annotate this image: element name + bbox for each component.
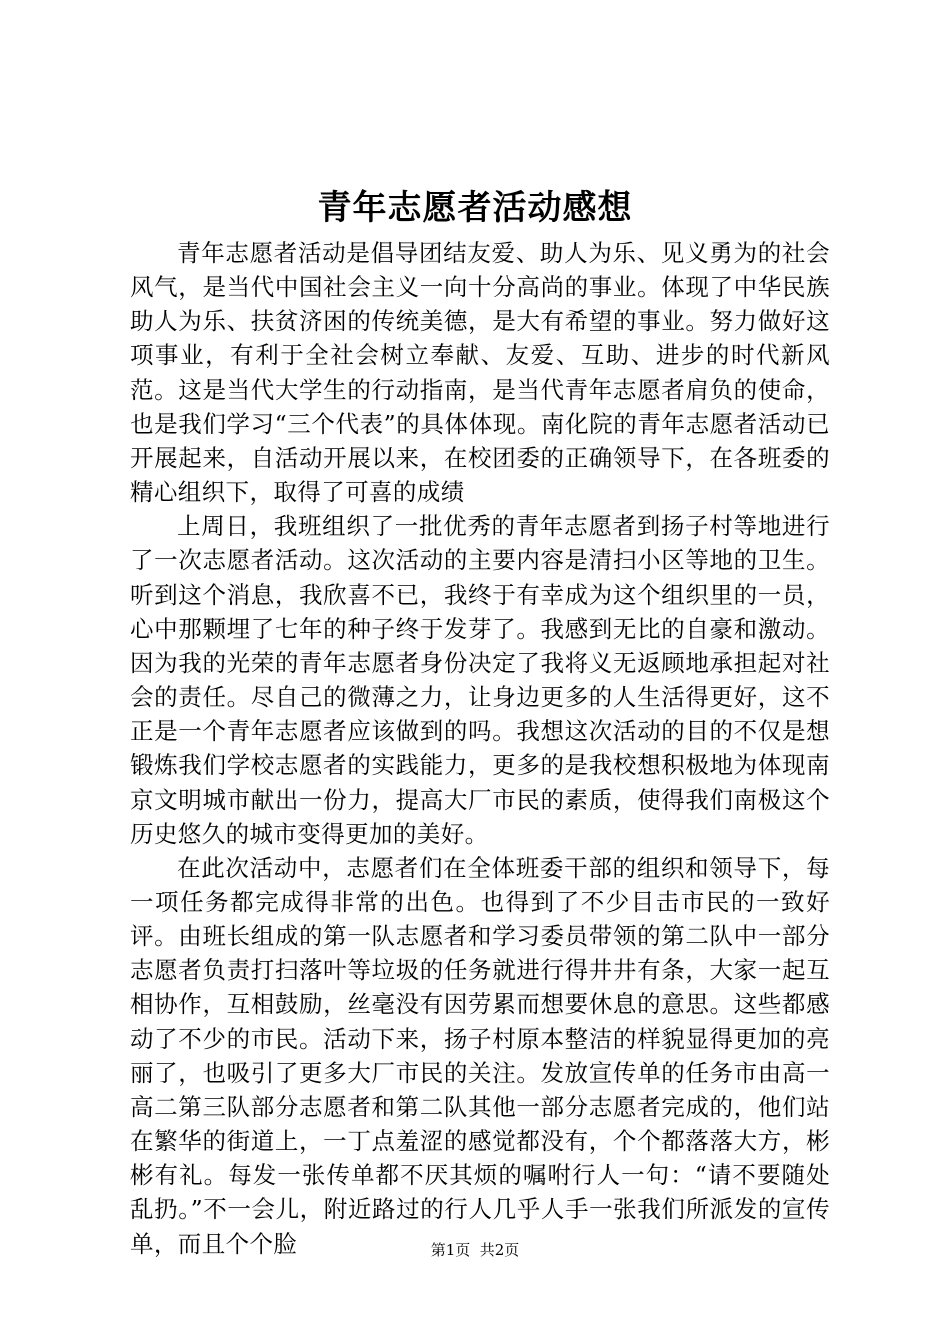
document-title: 青年志愿者活动感想	[317, 188, 633, 228]
paragraph-1: 青年志愿者活动是倡导团结友爱、助人为乐、见义勇为的社会风气，是当代中国社会主义一向十分高尚的事业。体现了中华民族助人为乐、扶贫济困的传统美德，是大有希望的事业。努力做好这项事业，有利于全社会树立奉献、友爱、互助、进步的时代新风范。这是当代大学生的行动指南，是当代青年志愿者肩负的使命，也是我们学习“三个代表”的具体体现。南化院的青年志愿者活动已开展起来，自活动开展以来，在校团委的正确领导下，在各班委的精心组织下，取得了可喜的成绩	[130, 239, 830, 507]
page-number-footer: 第1页 共2页	[430, 1241, 520, 1259]
document-body	[130, 236, 830, 1261]
paragraph-2: 上周日，我班组织了一批优秀的青年志愿者到扬子村等地进行了一次志愿者活动。这次活动的主要内容是清扫小区等地的卫生。听到这个消息，我欣喜不已，我终于有幸成为这个组织里的一员，心中那颗埋了七年的种子终于发芽了。我感到无比的自豪和激动。因为我的光荣的青年志愿者身份决定了我将义无返顾地承担起对社会的责任。尽自己的微薄之力，让身边更多的人生活得更好，这不正是一个青年志愿者应该做到的吗。我想这次活动的目的不仅是想锻炼我们学校志愿者的实践能力，更多的是我校想积极地为体现南京文明城市献出一份力，提高大厂市民的素质，使得我们南极这个历史悠久的城市变得更加的美好。	[130, 512, 830, 848]
paragraph-3: 在此次活动中，志愿者们在全体班委干部的组织和领导下，每一项任务都完成得非常的出色。也得到了不少目击市民的一致好评。由班长组成的第一队志愿者和学习委员带领的第二队中一部分志愿者负责打扫落叶等垃圾的任务就进行得井井有条，大家一起互相协作，互相鼓励，丝毫没有因劳累而想要休息的意思。这些都感动了不少的市民。活动下来，扬子村原本整洁的样貌显得更加的亮丽了，也吸引了更多大厂市民的关注。发放宣传单的任务市由高一高二第三队部分志愿者和第二队其他一部分志愿者完成的，他们站在繁华的街道上，一丁点羞涩的感觉都没有，个个都落落大方，彬彬有礼。每发一张传单都不厌其烦的嘱咐行人一句：“请不要随处乱扔。”不一会儿，附近路过的行人几乎人手一张我们所派发的宣传单，而且个个脸	[130, 853, 830, 1258]
